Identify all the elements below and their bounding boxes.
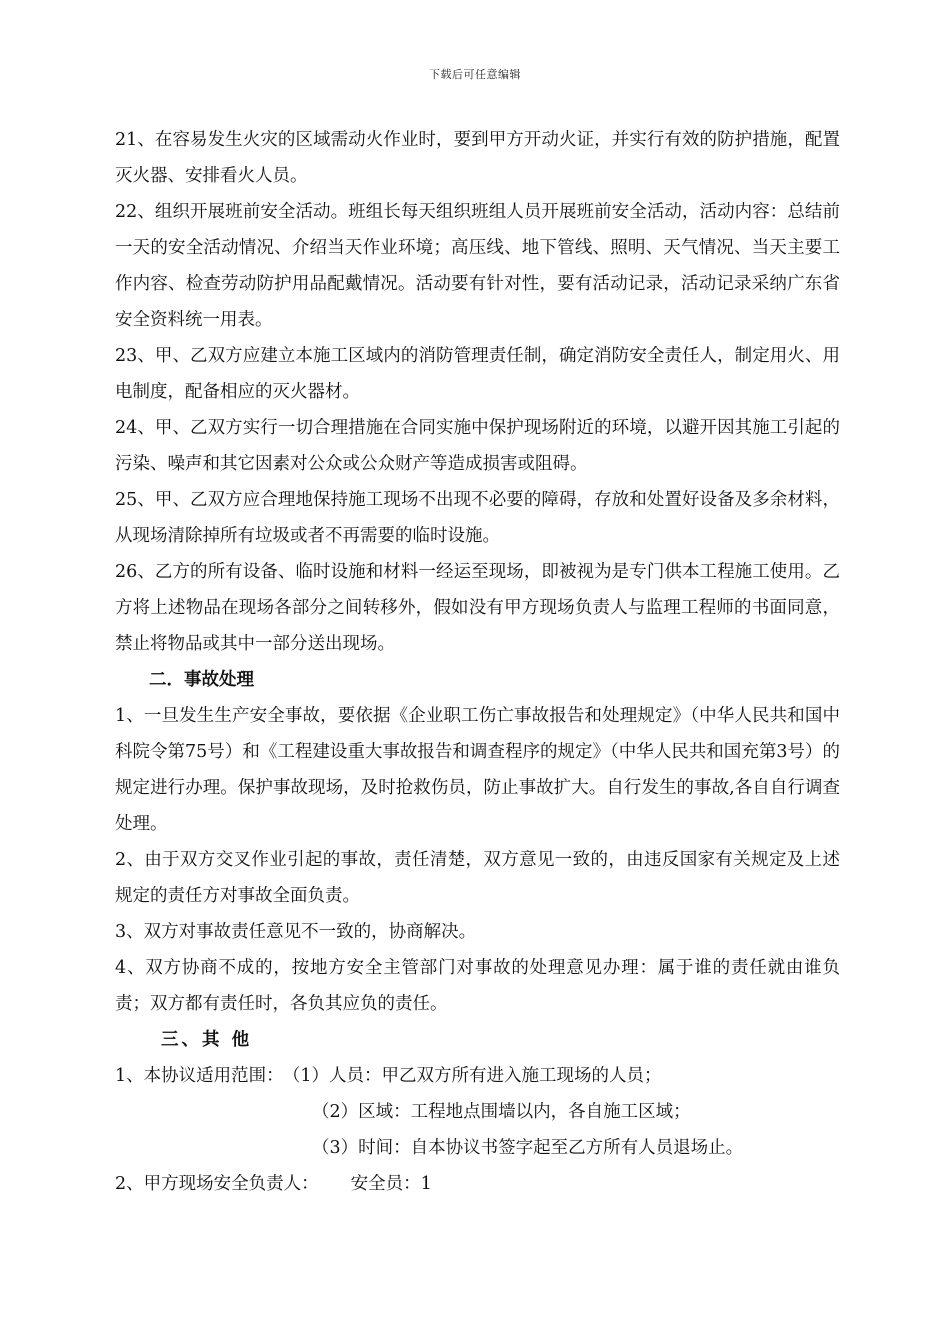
clause-21: 21、在容易发生火灾的区域需动火作业时，要到甲方开动火证，并实行有效的防护措施，配置灭火器、安排看火人员。 [115,130,840,186]
scope-label: 1、本协议适用范围： [115,1066,284,1086]
clause-24: 24、甲、乙双方实行一切合理措施在合同实施中保护现场附近的环境，以避开因其施工引起的污染、噪声和其它因素对公众或公众财产等造成损害或阻碍。 [115,418,840,474]
responsible-label: 2、甲方现场安全负责人： [115,1174,319,1194]
section-heading-accident: 二．事故处理 [149,670,254,690]
clause-25: 25、甲、乙双方应合理地保持施工现场不出现不必要的障碍，存放和处置好设备及多余材料，从现场清除掉所有垃圾或者不再需要的临时设施。 [115,490,840,546]
accident-item-3: 3、双方对事故责任意见不一致的，协商解决。 [115,922,477,942]
section-heading-other: 三、其 他 [161,1030,253,1050]
scope-row-people [115,1058,840,1094]
scope-time: （3）时间：自本协议书签字起至乙方所有人员退场止。 [312,1138,744,1158]
accident-item-1: 1、一旦发生生产安全事故，要依据《企业职工伤亡事故报告和处理规定》（中华人民共和国中科院令第75号）和《工程建设重大事故报告和调查程序的规定》（中华人民共和国充第3号）的规定进行办理。保护事故现场，及时抢救伤员，防止事故扩大。自行发生的事故,各自自行调查处理。 [115,706,840,834]
scope-people: （1）人员：甲乙双方所有进入施工现场的人员； [291,1066,662,1086]
clause-22: 22、组织开展班前安全活动。班组长每天组织班组人员开展班前安全活动，活动内容：总结前一天的安全活动情况、介绍当天作业环境；高压线、地下管线、照明、天气情况、当天主要工作内容、检查劳动防护用品配戴情况。活动要有针对性，要有活动记录，活动记录采纳广东省安全资料统一用表。 [115,202,840,330]
page-header-note: 下载后可任意编辑 [429,68,521,81]
responsible-row [115,1166,840,1202]
clause-26: 26、乙方的所有设备、临时设施和材料一经运至现场，即被视为是专门供本工程施工使用。乙方将上述物品在现场各部分之间转移外，假如没有甲方现场负责人与监理工程师的书面同意，禁止将物品或其中一部分送出现场。 [115,562,840,654]
document-body [115,122,840,1202]
accident-item-2: 2、由于双方交叉作业引起的事故，责任清楚，双方意见一致的，由违反国家有关规定及上述规定的责任方对事故全面负责。 [115,850,840,906]
scope-area: （2）区域：工程地点围墙以内，各自施工区域； [312,1102,691,1122]
accident-item-4: 4、双方协商不成的，按地方安全主管部门对事故的处理意见办理：属于谁的责任就由谁负责；双方都有责任时，各负其应负的责任。 [115,958,840,1014]
safety-officer: 安全员：1 [350,1174,432,1194]
clause-23: 23、甲、乙双方应建立本施工区域内的消防管理责任制，确定消防安全责任人，制定用火、用电制度，配备相应的灭火器材。 [115,346,840,402]
